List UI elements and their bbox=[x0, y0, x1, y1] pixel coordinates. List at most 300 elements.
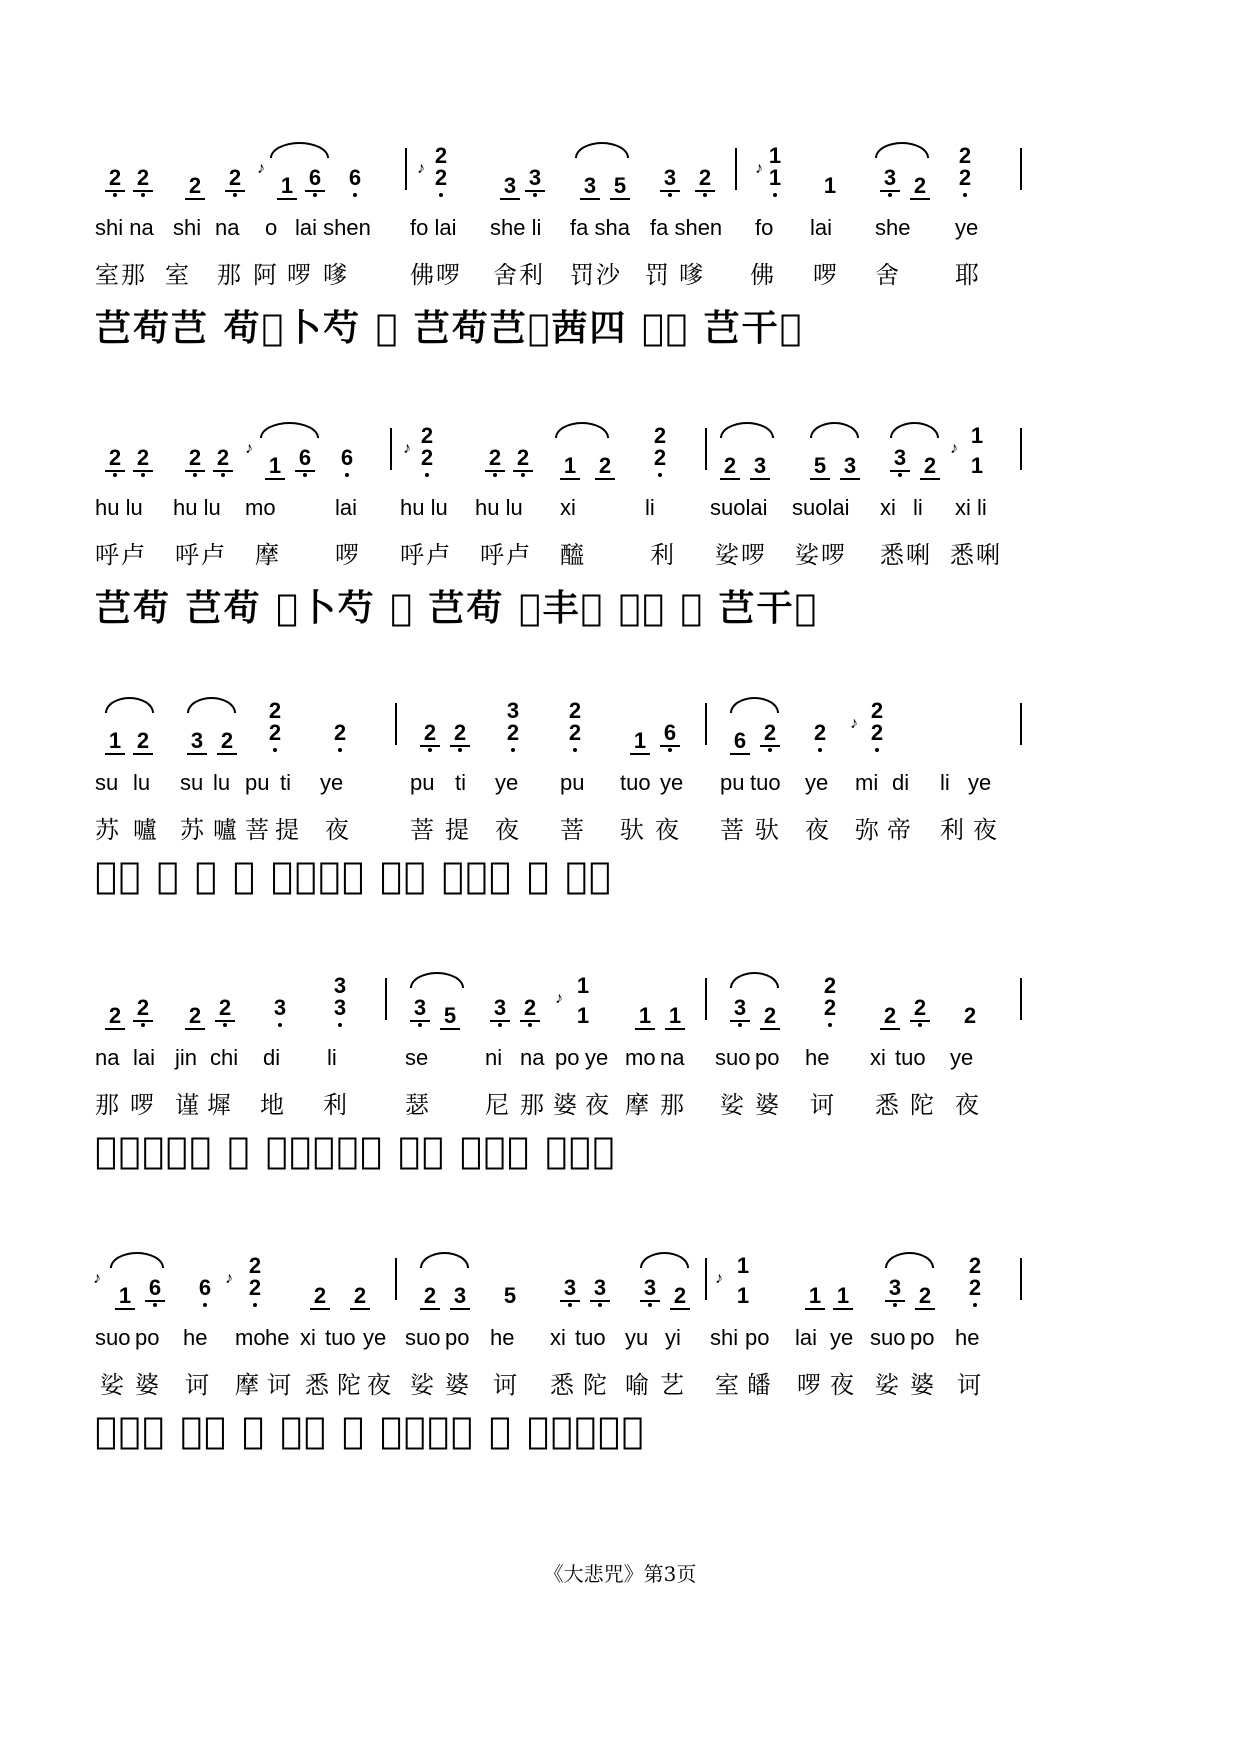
hanzi-syllable: 娑啰 bbox=[715, 541, 767, 569]
hanzi-syllable: 菩 bbox=[245, 816, 271, 844]
note: 2 bbox=[207, 730, 247, 752]
pinyin-syllable: xi bbox=[550, 1325, 566, 1350]
pinyin-syllable: lai shen bbox=[295, 215, 371, 240]
pinyin-syllable: hu lu bbox=[400, 495, 448, 520]
tablature-row: 芑苟芑 苟𦬱卜芍 𦬹 芑苟芑𦬶茜四 𦬷𦬱 芑干𦬹 bbox=[95, 307, 804, 349]
barline bbox=[395, 703, 397, 745]
hanzi-syllable: 嚧 bbox=[133, 816, 159, 844]
pinyin-syllable: tuo bbox=[325, 1325, 356, 1350]
note: 3 bbox=[440, 1285, 480, 1307]
pinyin-syllable: na bbox=[95, 1045, 120, 1070]
barline bbox=[390, 428, 392, 470]
pinyin-syllable: suo bbox=[405, 1325, 441, 1350]
tablature-row: 𦬱𦬶 𦬷 𦬹 苟 𦬱苟𦬷𦬹 𦬱苟 𦬱卜芍 𦬹 𦬱苟 bbox=[95, 855, 613, 897]
note-upper: 2 bbox=[568, 698, 582, 723]
hanzi-syllable: 娑 bbox=[875, 1371, 901, 1399]
pinyin-syllable: pu bbox=[410, 770, 435, 795]
hanzi-syllable: 啰 bbox=[335, 541, 361, 569]
pinyin-syllable: fa sha bbox=[570, 215, 630, 240]
hanzi-syllable: 墀 bbox=[207, 1091, 233, 1119]
pinyin-syllable: pu bbox=[245, 770, 270, 795]
pinyin-syllable: he bbox=[183, 1325, 208, 1350]
pinyin-syllable: ye bbox=[585, 1045, 609, 1070]
pinyin-syllable: fo bbox=[755, 215, 774, 240]
pinyin-syllable: po bbox=[445, 1325, 470, 1350]
slur bbox=[555, 422, 609, 438]
pinyin-syllable: na bbox=[520, 1045, 545, 1070]
note: 3 bbox=[740, 455, 780, 477]
hanzi-syllable: 陀 bbox=[337, 1371, 363, 1399]
pinyin-syllable: she bbox=[875, 215, 911, 240]
pinyin-syllable: suo bbox=[715, 1045, 751, 1070]
note: 2 bbox=[945, 167, 985, 197]
pinyin-syllable: xi bbox=[870, 1045, 886, 1070]
hanzi-syllable: 菩 bbox=[560, 816, 586, 844]
slur bbox=[270, 142, 329, 158]
pinyin-syllable: ye bbox=[495, 770, 519, 795]
note: 2 bbox=[750, 722, 790, 752]
grace-mark: ♪ bbox=[245, 440, 253, 457]
pinyin-syllable: na bbox=[660, 1045, 685, 1070]
slur bbox=[885, 1252, 934, 1268]
note: 3 bbox=[570, 175, 610, 197]
note-upper: 1 bbox=[970, 423, 984, 448]
hanzi-syllable: 佛啰 bbox=[410, 261, 462, 289]
note: 2 bbox=[203, 447, 243, 477]
hanzi-syllable: 嚧 bbox=[213, 816, 239, 844]
note: 2 bbox=[95, 167, 135, 197]
hanzi-syllable: 陀 bbox=[583, 1371, 609, 1399]
note: 5 bbox=[800, 455, 840, 477]
note: 6 bbox=[720, 730, 760, 752]
pinyin-syllable: po bbox=[755, 1045, 780, 1070]
note-upper: 1 bbox=[736, 1253, 750, 1278]
barline bbox=[705, 703, 707, 745]
note: 1 bbox=[620, 730, 660, 752]
hanzi-syllable: 诃 bbox=[810, 1091, 836, 1119]
tablature-row: 𦬱卜芍 𦬹𦬱 苟 𦬱𦬶 𦬷 𦬱苟芑干 𦬷 𦬱芍芑干𦬹 bbox=[95, 1410, 646, 1452]
barline bbox=[705, 428, 707, 470]
note: 3 bbox=[490, 175, 530, 197]
pinyin-syllable: hu lu bbox=[475, 495, 523, 520]
note: 2 bbox=[810, 997, 850, 1027]
pinyin-syllable: fo lai bbox=[410, 215, 457, 240]
pinyin-syllable: shi bbox=[710, 1325, 739, 1350]
pinyin-syllable: mo bbox=[245, 495, 276, 520]
hanzi-syllable: 夜 bbox=[955, 1091, 981, 1119]
notation-row bbox=[95, 410, 1145, 485]
pinyin-syllable: lu bbox=[133, 770, 151, 795]
pinyin-syllable: lai bbox=[810, 215, 833, 240]
hanzi-syllable: 呼卢 bbox=[175, 541, 227, 569]
pinyin-syllable: ye bbox=[805, 770, 829, 795]
pinyin-syllable: pu bbox=[560, 770, 585, 795]
note: 3 bbox=[260, 997, 300, 1027]
note-upper: 2 bbox=[968, 1253, 982, 1278]
note-upper: 2 bbox=[420, 423, 434, 448]
pinyin-syllable: suolai bbox=[710, 495, 768, 520]
pinyin-syllable: lu bbox=[213, 770, 231, 795]
hanzi-syllable: 夜 bbox=[655, 816, 681, 844]
note-upper: 2 bbox=[653, 423, 667, 448]
slur bbox=[420, 1252, 469, 1268]
pinyin-syllable: he bbox=[805, 1045, 830, 1070]
note: 3 bbox=[630, 1277, 670, 1307]
barline bbox=[705, 1258, 707, 1300]
note: 2 bbox=[407, 447, 447, 477]
grace-mark: ♪ bbox=[403, 440, 411, 457]
note-upper: 2 bbox=[823, 973, 837, 998]
hanzi-syllable: 驮 bbox=[755, 816, 781, 844]
pinyin-syllable: chi bbox=[210, 1045, 239, 1070]
hanzi-syllable: 提 bbox=[275, 816, 301, 844]
pinyin-syllable: di bbox=[263, 1045, 281, 1070]
pinyin-lyrics bbox=[95, 1045, 1145, 1075]
hanzi-syllable: 嗲 bbox=[679, 261, 705, 289]
hanzi-syllable: 啰 bbox=[130, 1091, 156, 1119]
note: 2 bbox=[320, 722, 360, 752]
hanzi-syllable: 诃 bbox=[957, 1371, 983, 1399]
hanzi-syllable: 悉 bbox=[875, 1091, 901, 1119]
note: 2 bbox=[585, 455, 625, 477]
hanzi-syllable: 利 bbox=[323, 1091, 349, 1119]
slur bbox=[875, 142, 929, 158]
hanzi-syllable: 罚 bbox=[645, 261, 671, 289]
hanzi-lyrics bbox=[95, 1365, 1145, 1397]
note: 2 bbox=[215, 167, 255, 197]
pinyin-syllable: se bbox=[405, 1045, 429, 1070]
hanzi-syllable: 驮 bbox=[620, 816, 646, 844]
hanzi-syllable: 婆 bbox=[445, 1371, 471, 1399]
grace-mark: ♪ bbox=[850, 715, 858, 732]
hanzi-syllable: 利 bbox=[650, 541, 676, 569]
hanzi-syllable: 罚沙 bbox=[570, 261, 622, 289]
note: 1 bbox=[255, 455, 295, 477]
pinyin-lyrics bbox=[95, 495, 1145, 525]
slur bbox=[720, 422, 774, 438]
hanzi-syllable: 皤 bbox=[747, 1371, 773, 1399]
tablature-row: 𦬱苟𦬱苟芑 𦬹 芑𦬶茜四𦬷 𦬱芍 芑干𦬹 芑苟芑 bbox=[95, 1130, 617, 1172]
note: 2 bbox=[900, 175, 940, 197]
pinyin-syllable: tuo bbox=[620, 770, 651, 795]
pinyin-syllable: su bbox=[95, 770, 119, 795]
hanzi-syllable: 舍 bbox=[875, 261, 901, 289]
hanzi-syllable: 那 bbox=[217, 261, 243, 289]
notation-row bbox=[95, 1240, 1145, 1315]
hanzi-syllable: 嗲 bbox=[323, 261, 349, 289]
pinyin-syllable: suolai bbox=[792, 495, 850, 520]
note: 6 bbox=[135, 1277, 175, 1307]
hanzi-syllable: 瑟 bbox=[405, 1091, 431, 1119]
note: 2 bbox=[750, 1005, 790, 1027]
slur bbox=[640, 1252, 689, 1268]
note: 6 bbox=[335, 167, 375, 197]
grace-mark: ♪ bbox=[93, 1270, 101, 1287]
note: 2 bbox=[175, 447, 215, 477]
hanzi-syllable: 夜 bbox=[973, 816, 999, 844]
note: 1 bbox=[625, 1005, 665, 1027]
note: 3 bbox=[515, 167, 555, 197]
hanzi-syllable: 喻 bbox=[625, 1371, 651, 1399]
hanzi-syllable: 呼卢 bbox=[480, 541, 532, 569]
note: 2 bbox=[555, 722, 595, 752]
pinyin-syllable: mo bbox=[235, 1325, 266, 1350]
note: 6 bbox=[650, 722, 690, 752]
pinyin-syllable: o bbox=[265, 215, 278, 240]
hanzi-syllable: 帝 bbox=[887, 816, 913, 844]
pinyin-syllable: yi bbox=[665, 1325, 681, 1350]
pinyin-syllable: ye bbox=[955, 215, 979, 240]
pinyin-syllable: ti bbox=[455, 770, 466, 795]
hanzi-syllable: 耶 bbox=[955, 261, 981, 289]
hanzi-syllable: 诃 bbox=[493, 1371, 519, 1399]
hanzi-syllable: 夜 bbox=[367, 1371, 393, 1399]
pinyin-syllable: ye bbox=[363, 1325, 387, 1350]
pinyin-syllable: li bbox=[940, 770, 950, 795]
pinyin-syllable: he bbox=[955, 1325, 980, 1350]
slur bbox=[110, 1252, 164, 1268]
hanzi-syllable: 佛 bbox=[750, 261, 776, 289]
hanzi-syllable: 呼卢 bbox=[400, 541, 452, 569]
note: 2 bbox=[95, 447, 135, 477]
hanzi-lyrics bbox=[95, 810, 1145, 842]
hanzi-syllable: 呼卢 bbox=[95, 541, 147, 569]
hanzi-syllable: 娑 bbox=[410, 1371, 436, 1399]
hanzi-lyrics bbox=[95, 1085, 1145, 1117]
hanzi-syllable: 陀 bbox=[910, 1091, 936, 1119]
note: 2 bbox=[255, 722, 295, 752]
slur bbox=[260, 422, 319, 438]
note: 5 bbox=[503, 1283, 517, 1308]
pinyin-syllable: ye bbox=[830, 1325, 854, 1350]
hanzi-syllable: 尼 bbox=[485, 1091, 511, 1119]
slur bbox=[575, 142, 629, 158]
note: 2 bbox=[123, 167, 163, 197]
score-system-5 bbox=[95, 1240, 1145, 1510]
pinyin-syllable: pu bbox=[720, 770, 745, 795]
hanzi-syllable: 摩 bbox=[625, 1091, 651, 1119]
note: 3 bbox=[550, 1277, 590, 1307]
note: 2 bbox=[503, 447, 543, 477]
hanzi-syllable: 夜 bbox=[325, 816, 351, 844]
hanzi-syllable: 弥 bbox=[855, 816, 881, 844]
pinyin-syllable: li bbox=[645, 495, 655, 520]
barline bbox=[1020, 978, 1022, 1020]
pinyin-syllable: lai bbox=[133, 1045, 156, 1070]
note: 2 bbox=[123, 730, 163, 752]
note: 2 bbox=[857, 722, 897, 752]
note-upper: 3 bbox=[333, 973, 347, 998]
pinyin-syllable: po bbox=[745, 1325, 770, 1350]
barline bbox=[1020, 428, 1022, 470]
note: 2 bbox=[340, 1285, 380, 1307]
pinyin-syllable: suo bbox=[870, 1325, 906, 1350]
hanzi-syllable: 娑啰 bbox=[795, 541, 847, 569]
note: 2 bbox=[205, 997, 245, 1027]
note-upper: 1 bbox=[768, 143, 782, 168]
pinyin-syllable: mi bbox=[855, 770, 879, 795]
pinyin-syllable: xi bbox=[300, 1325, 316, 1350]
note: 2 bbox=[475, 447, 515, 477]
barline bbox=[385, 978, 387, 1020]
note: 2 bbox=[800, 722, 840, 752]
hanzi-syllable: 苏 bbox=[95, 816, 121, 844]
note: 1 bbox=[105, 1285, 145, 1307]
pinyin-syllable: shi bbox=[173, 215, 202, 240]
slur bbox=[730, 972, 779, 988]
grace-mark: ♪ bbox=[755, 160, 763, 177]
hanzi-syllable: 诃 bbox=[185, 1371, 211, 1399]
slur bbox=[187, 697, 236, 713]
hanzi-syllable: 谨 bbox=[175, 1091, 201, 1119]
note: 1 bbox=[736, 1283, 750, 1308]
hanzi-syllable: 菩 bbox=[720, 816, 746, 844]
note: 2 bbox=[710, 455, 750, 477]
hanzi-syllable: 婆 bbox=[755, 1091, 781, 1119]
note: 2 bbox=[493, 722, 533, 752]
grace-mark: ♪ bbox=[417, 160, 425, 177]
hanzi-syllable: 舍利 bbox=[493, 261, 545, 289]
note: 3 bbox=[720, 997, 760, 1027]
pinyin-syllable: yu bbox=[625, 1325, 649, 1350]
pinyin-syllable: po bbox=[910, 1325, 935, 1350]
note: 6 bbox=[285, 447, 325, 477]
note-upper: 1 bbox=[576, 973, 590, 998]
note: 2 bbox=[660, 1285, 700, 1307]
pinyin-syllable: su bbox=[180, 770, 204, 795]
pinyin-syllable: ye bbox=[660, 770, 684, 795]
pinyin-syllable: xi li bbox=[955, 495, 987, 520]
note: 2 bbox=[955, 1277, 995, 1307]
note: 3 bbox=[400, 997, 440, 1027]
slur bbox=[105, 697, 154, 713]
note-upper: 2 bbox=[248, 1253, 262, 1278]
grace-mark: ♪ bbox=[555, 990, 563, 1007]
note-upper: 2 bbox=[434, 143, 448, 168]
note: 2 bbox=[910, 455, 950, 477]
score-system-1 bbox=[95, 130, 1145, 400]
pinyin-syllable: she li bbox=[490, 215, 542, 240]
slur bbox=[890, 422, 939, 438]
hanzi-lyrics bbox=[95, 535, 1145, 567]
pinyin-syllable: po bbox=[135, 1325, 160, 1350]
pinyin-lyrics bbox=[95, 770, 1145, 800]
note: 3 bbox=[580, 1277, 620, 1307]
note: 2 bbox=[963, 1003, 977, 1028]
pinyin-syllable: ti bbox=[280, 770, 291, 795]
hanzi-syllable: 夜 bbox=[585, 1091, 611, 1119]
hanzi-syllable: 悉唎 bbox=[950, 541, 1002, 569]
pinyin-syllable: tuo bbox=[750, 770, 781, 795]
hanzi-syllable: 摩 bbox=[255, 541, 281, 569]
pinyin-syllable: suo bbox=[95, 1325, 131, 1350]
pinyin-syllable: tuo bbox=[575, 1325, 606, 1350]
pinyin-syllable: fa shen bbox=[650, 215, 723, 240]
hanzi-syllable: 室那 bbox=[95, 261, 147, 289]
note: 6 bbox=[327, 447, 367, 477]
note: 1 bbox=[823, 173, 837, 198]
barline bbox=[1020, 1258, 1022, 1300]
note: 2 bbox=[870, 1005, 910, 1027]
note-upper: 2 bbox=[958, 143, 972, 168]
note: 6 bbox=[295, 167, 335, 197]
hanzi-syllable: 夜 bbox=[495, 816, 521, 844]
hanzi-syllable: 那 bbox=[660, 1091, 686, 1119]
hanzi-syllable: 提 bbox=[445, 816, 471, 844]
pinyin-syllable: shi na bbox=[95, 215, 154, 240]
hanzi-syllable: 苏 bbox=[180, 816, 206, 844]
note: 3 bbox=[320, 997, 360, 1027]
score-system-4 bbox=[95, 960, 1145, 1230]
note: 1 bbox=[755, 167, 795, 197]
hanzi-syllable: 菩 bbox=[410, 816, 436, 844]
note: 2 bbox=[440, 722, 480, 752]
note: 1 bbox=[95, 730, 135, 752]
hanzi-syllable: 利 bbox=[940, 816, 966, 844]
hanzi-syllable: 婆 bbox=[910, 1371, 936, 1399]
hanzi-syllable: 醯 bbox=[560, 541, 586, 569]
note: 2 bbox=[175, 1005, 215, 1027]
note-upper: 2 bbox=[870, 698, 884, 723]
hanzi-syllable: 地 bbox=[260, 1091, 286, 1119]
pinyin-syllable: jin bbox=[175, 1045, 198, 1070]
pinyin-lyrics bbox=[95, 1325, 1145, 1355]
pinyin-syllable: ye bbox=[968, 770, 992, 795]
note: 1 bbox=[576, 1003, 590, 1028]
slur bbox=[410, 972, 464, 988]
notation-row bbox=[95, 685, 1145, 760]
pinyin-syllable: po bbox=[555, 1045, 580, 1070]
hanzi-lyrics bbox=[95, 255, 1145, 287]
hanzi-syllable: 艺 bbox=[660, 1371, 686, 1399]
pinyin-syllable: ye bbox=[320, 770, 344, 795]
note: 3 bbox=[830, 455, 870, 477]
notation-row bbox=[95, 130, 1145, 205]
note: 2 bbox=[175, 175, 215, 197]
slur bbox=[730, 697, 779, 713]
note: 1 bbox=[655, 1005, 695, 1027]
note: 2 bbox=[640, 447, 680, 477]
hanzi-syllable: 室 bbox=[165, 261, 191, 289]
hanzi-syllable: 摩 bbox=[235, 1371, 261, 1399]
hanzi-syllable: 娑 bbox=[100, 1371, 126, 1399]
grace-mark: ♪ bbox=[225, 1270, 233, 1287]
note-upper: 3 bbox=[506, 698, 520, 723]
hanzi-syllable: 那 bbox=[520, 1091, 546, 1119]
grace-mark: ♪ bbox=[950, 440, 958, 457]
hanzi-syllable: 诃 bbox=[267, 1371, 293, 1399]
pinyin-syllable: mo bbox=[625, 1045, 656, 1070]
pinyin-syllable: hu lu bbox=[95, 495, 143, 520]
barline bbox=[405, 148, 407, 190]
note: 5 bbox=[600, 175, 640, 197]
note: 2 bbox=[905, 1285, 945, 1307]
hanzi-syllable: 啰 bbox=[287, 261, 313, 289]
pinyin-syllable: xi bbox=[560, 495, 576, 520]
note: 1 bbox=[823, 1285, 863, 1307]
barline bbox=[1020, 148, 1022, 190]
note: 2 bbox=[410, 722, 450, 752]
grace-mark: ♪ bbox=[257, 160, 265, 177]
note: 6 bbox=[185, 1277, 225, 1307]
notation-row bbox=[95, 960, 1145, 1035]
note: 2 bbox=[235, 1277, 275, 1307]
hanzi-syllable: 阿 bbox=[253, 261, 279, 289]
pinyin-syllable: xi bbox=[880, 495, 896, 520]
hanzi-syllable: 悉 bbox=[305, 1371, 331, 1399]
note: 1 bbox=[267, 175, 307, 197]
hanzi-syllable: 室 bbox=[715, 1371, 741, 1399]
